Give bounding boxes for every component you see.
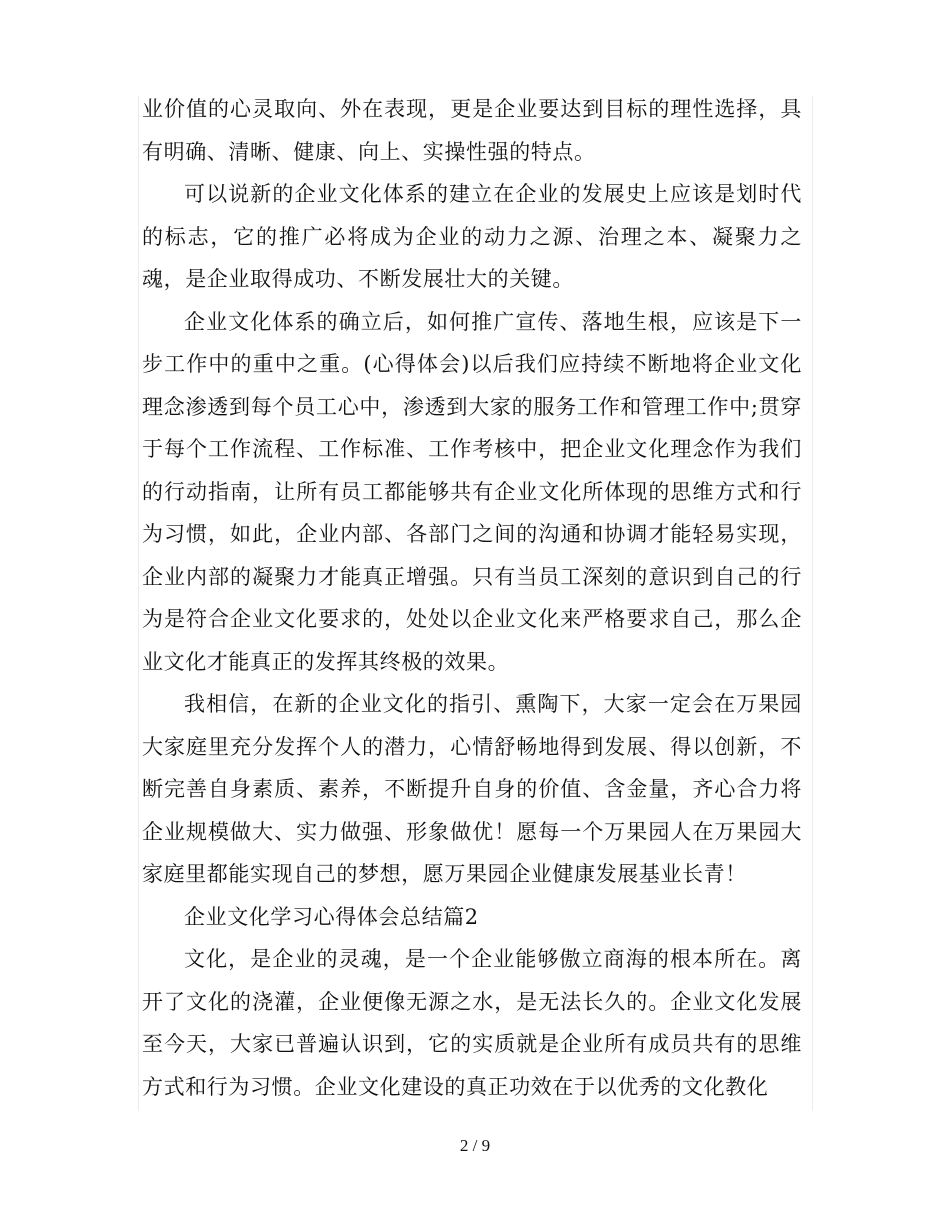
paragraph-3: 企业文化体系的确立后，如何推广宣传、落地生根，应该是下一步工作中的重中之重。(心得体会)以后我们应持续不断地将企业文化理念渗透到每个员工心中，渗透到大家的服务工作和管理工作中;贯穿于每个工作流程、工作标准、工作考核中，把企业文化理念作为我们的行动指南，让所有员工都能够共有企业文化所体现的思维方式和行为习惯，如此，企业内部、各部门之间的沟通和协调才能轻易实现，企业内部的凝聚力才能真正增强。只有当员工深刻的意识到自己的行为是符合企业文化要求的，处处以企业文化来严格要求自己，那么企业文化才能真正的发挥其终极的效果。 <box>142 309 802 674</box>
text-area-left-guide <box>138 96 139 1111</box>
document-body <box>142 88 802 1108</box>
paragraph-4: 我相信，在新的企业文化的指引、熏陶下，大家一定会在万果园大家庭里充分发挥个人的潜力，心情舒畅地得到发展、得以创新，不断完善自身素质、素养，不断提升自身的价值、含金量，齐心合力将企业规模做大、实力做强、形象做优！愿每一个万果园人在万果园大家庭里都能实现自己的梦想，愿万果园企业健康发展基业长青！ <box>142 692 802 886</box>
paragraph-2: 可以说新的企业文化体系的建立在企业的发展史上应该是划时代的标志，它的推广必将成为企业的动力之源、治理之本、凝聚力之魂，是企业取得成功、不断发展壮大的关键。 <box>142 182 802 291</box>
text-area-right-guide <box>812 96 813 1111</box>
section-heading: 企业文化学习心得体会总结篇2 <box>184 904 479 929</box>
paragraph-1: 业价值的心灵取向、外在表现，更是企业要达到目标的理性选择，具有明确、清晰、健康、向上、实操性强的特点。 <box>142 97 802 164</box>
paragraph-5: 文化，是企业的灵魂，是一个企业能够傲立商海的根本所在。离开了文化的浇灌，企业便像无源之水，是无法长久的。企业文化发展至今天，大家已普遍认识到，它的实质就是企业所有成员共有的思维方式和行为习惯。企业文化建设的真正功效在于以优秀的文化教化 <box>142 947 802 1099</box>
page-number: 2 / 9 <box>459 1136 491 1155</box>
